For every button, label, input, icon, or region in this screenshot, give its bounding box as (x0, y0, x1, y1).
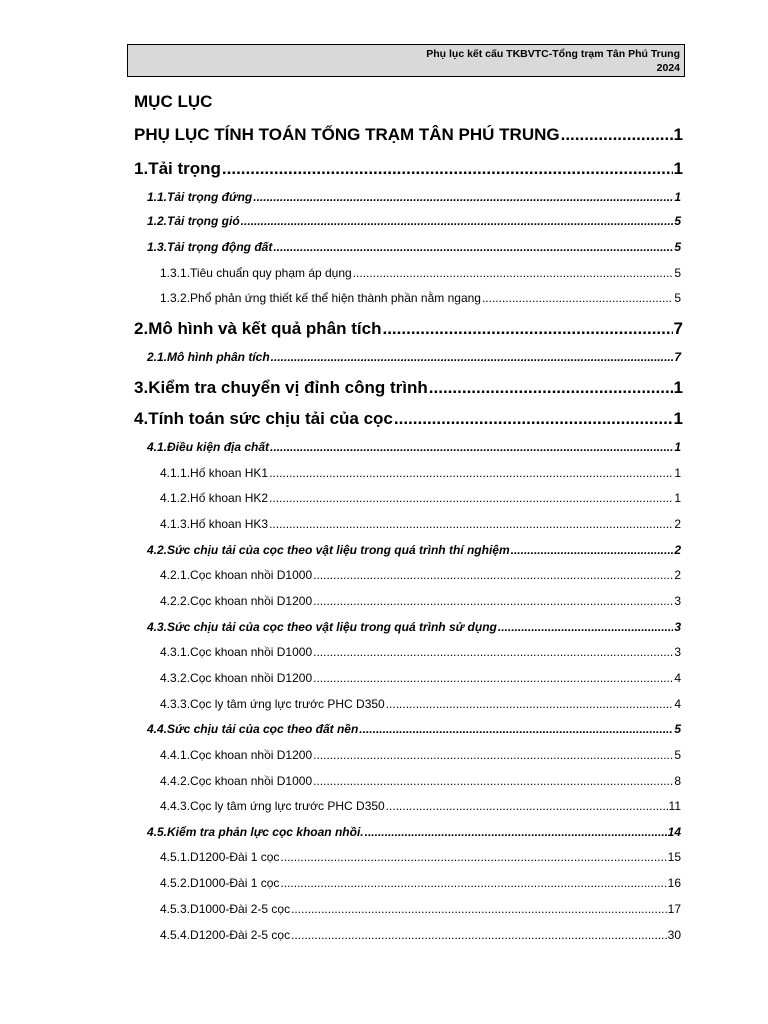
toc-entry-page: 8 (674, 774, 681, 788)
toc-entry[interactable] (147, 620, 681, 634)
toc-entry[interactable] (160, 799, 681, 813)
toc-dot-leader (313, 594, 673, 608)
toc-entry-page: 14 (667, 825, 681, 839)
toc-entry-page: 5 (674, 291, 681, 305)
toc-entry-title: Cọc khoan nhồi D1200 (190, 594, 313, 608)
toc-entry-page: 1 (673, 378, 683, 397)
toc-entry-title: Tính toán sức chịu tải của cọc (148, 409, 393, 428)
toc-entry[interactable] (160, 928, 681, 942)
toc-entry-number: 1.1. (147, 190, 168, 204)
toc-entry-title: Cọc ly tâm ứng lực trước PHC D350 (190, 799, 385, 813)
toc-entry-title: Sức chịu tải của cọc theo vật liệu trong quá trình sử dụng (167, 620, 497, 634)
toc-dot-leader (313, 568, 673, 582)
toc-dot-leader (498, 620, 673, 634)
toc-entry[interactable] (147, 214, 681, 228)
page-header (127, 44, 685, 77)
toc-entry[interactable] (147, 722, 681, 736)
toc-entry-number: 4.3.1. (160, 645, 191, 659)
toc-entry-page: 5 (674, 266, 681, 280)
toc-entry[interactable] (160, 517, 681, 531)
toc-entry-number: 4.3.2. (160, 671, 191, 685)
toc-entry[interactable] (147, 825, 681, 839)
toc-entry[interactable] (134, 319, 683, 339)
toc-entry[interactable] (160, 266, 681, 280)
toc-entry[interactable] (160, 671, 681, 685)
toc-entry[interactable] (160, 645, 681, 659)
toc-dot-leader (291, 928, 667, 942)
toc-entry-title: D1000-Đài 2-5 cọc (190, 902, 291, 916)
toc-entry-title: D1000-Đài 1 cọc (190, 876, 280, 890)
toc-entry[interactable] (147, 440, 681, 454)
toc-entry-page: 5 (674, 214, 681, 228)
toc-entry-number: 1. (134, 159, 149, 178)
toc-entry[interactable] (134, 159, 683, 179)
toc-dot-leader (386, 697, 674, 711)
toc-entry-page: 17 (667, 902, 681, 916)
toc-dot-leader (429, 378, 673, 398)
toc-entry-number: 1.2. (147, 214, 168, 228)
toc-entry-title: Tải trọng (148, 159, 221, 178)
toc-entry-title: Hố khoan HK2 (190, 491, 269, 505)
toc-entry-page: 1 (674, 491, 681, 505)
toc-entry-page: 5 (674, 748, 681, 762)
toc-entry-title: Hố khoan HK1 (190, 466, 269, 480)
toc-entry-page: 11 (668, 799, 681, 813)
toc-entry-title: Hố khoan HK3 (190, 517, 269, 531)
toc-entry[interactable] (147, 240, 681, 254)
toc-entry[interactable] (160, 697, 681, 711)
toc-dot-leader (273, 240, 673, 254)
toc-entry-title: Tải trọng đứng (167, 190, 253, 204)
toc-entry[interactable] (147, 190, 681, 204)
toc-entry[interactable] (160, 491, 681, 505)
toc-entry[interactable] (160, 466, 681, 480)
toc-dot-leader (313, 748, 673, 762)
toc-entry[interactable] (134, 125, 683, 145)
toc-dot-leader (270, 440, 673, 454)
toc-entry-page: 30 (667, 928, 681, 942)
toc-entry-title: Cọc khoan nhồi D1000 (190, 568, 313, 582)
toc-entry-number: 4.3.3. (160, 697, 191, 711)
toc-entry-number: 4.4.1. (160, 748, 191, 762)
toc-entry[interactable] (134, 409, 683, 429)
toc-entry-number: 4.5.2. (160, 876, 191, 890)
toc-dot-leader (313, 671, 673, 685)
toc-entry-page: 1 (673, 409, 683, 428)
toc-dot-leader (353, 266, 674, 280)
toc-entry-title: D1200-Đài 2-5 cọc (190, 928, 291, 942)
toc-entry-page: 7 (674, 350, 681, 364)
toc-dot-leader (313, 645, 673, 659)
toc-dot-leader (222, 159, 673, 179)
toc-dot-leader (382, 319, 672, 339)
toc-entry-number: 4.5.1. (160, 850, 191, 864)
toc-entry-number: 4.1.1. (160, 466, 191, 480)
toc-entry-title: D1200-Đài 1 cọc (190, 850, 280, 864)
toc-entry-number: 4.3. (147, 620, 168, 634)
toc-entry-title: Kiểm tra chuyển vị đỉnh công trình (148, 378, 428, 397)
toc-entry-number: 1.3.1. (160, 266, 191, 280)
toc-dot-leader (269, 517, 673, 531)
toc-dot-leader (269, 491, 673, 505)
toc-entry[interactable] (160, 291, 681, 305)
toc-entry-title: Tiêu chuẩn quy phạm áp dụng (190, 266, 352, 280)
toc-entry-number: 4.5.4. (160, 928, 191, 942)
toc-dot-leader (394, 409, 673, 429)
toc-entry-page: 1 (674, 440, 681, 454)
toc-dot-leader (359, 722, 673, 736)
toc-entry-title: Tải trọng gió (167, 214, 240, 228)
toc-dot-leader (280, 876, 666, 890)
toc-entry-page: 2 (674, 543, 681, 557)
toc-dot-leader (482, 291, 673, 305)
toc-entry-title: Cọc ly tâm ứng lực trước PHC D350 (190, 697, 385, 711)
toc-entry-title: Mô hình phân tích (167, 350, 270, 364)
toc-dot-leader (511, 543, 674, 557)
toc-entry-number: 4.2.2. (160, 594, 191, 608)
toc-entry-page: 5 (674, 240, 681, 254)
toc-entry-title: Cọc khoan nhồi D1000 (190, 645, 313, 659)
toc-entry-page: 2 (674, 568, 681, 582)
toc-dot-leader (241, 214, 674, 228)
toc-entry-number: 2. (134, 319, 149, 338)
toc-dot-leader (253, 190, 673, 204)
toc-entry-title: Sức chịu tải của cọc theo đất nền (167, 722, 359, 736)
toc-dot-leader (313, 774, 673, 788)
toc-entry-page: 15 (667, 850, 681, 864)
toc-entry[interactable] (160, 568, 681, 582)
toc-entry-page: 4 (674, 671, 681, 685)
toc-entry[interactable] (160, 774, 681, 788)
toc-entry[interactable] (160, 850, 681, 864)
toc-dot-leader (269, 466, 673, 480)
toc-entry-title: Tải trọng động đất (167, 240, 273, 254)
toc-entry-number: 4.5. (147, 825, 168, 839)
toc-entry-page: 2 (674, 517, 681, 531)
toc-entry-number: 4.1.2. (160, 491, 191, 505)
toc-entry-page: 1 (674, 466, 681, 480)
toc-entry-page: 16 (667, 876, 681, 890)
toc-entry[interactable] (160, 902, 681, 916)
toc-entry-page: 1 (673, 159, 683, 178)
toc-entry-page: 1 (674, 190, 681, 204)
toc-entry-number: 4.4.3. (160, 799, 191, 813)
toc-entry-number: 3. (134, 378, 149, 397)
toc-entry-page: 7 (673, 319, 683, 338)
toc-entry[interactable] (147, 350, 681, 364)
toc-entry-number: 4.1.3. (160, 517, 191, 531)
toc-entry-title: Sức chịu tải của cọc theo vật liệu trong quá trình thí nghiệm (167, 543, 510, 557)
toc-entry[interactable] (147, 543, 681, 557)
toc-entry-number: 4.4. (147, 722, 168, 736)
toc-entry-page: 5 (674, 722, 681, 736)
toc-entry[interactable] (160, 594, 681, 608)
toc-entry-number: 4.1. (147, 440, 168, 454)
toc-entry[interactable] (134, 378, 683, 398)
toc-dot-leader (365, 825, 667, 839)
toc-entry[interactable] (160, 748, 681, 762)
toc-entry-title: Cọc khoan nhồi D1200 (190, 748, 313, 762)
header-year: 2024 (656, 62, 680, 74)
toc-entry-title: Cọc khoan nhồi D1200 (190, 671, 313, 685)
toc-entry-title: Cọc khoan nhồi D1000 (190, 774, 313, 788)
toc-entry-page: 3 (674, 594, 681, 608)
toc-entry-title: Điều kiện địa chất (167, 440, 270, 454)
toc-entry-title: Phổ phản ứng thiết kế thể hiện thành phần nằm ngang (190, 291, 481, 305)
toc-dot-leader (561, 125, 673, 145)
toc-entry-page: 3 (674, 620, 681, 634)
toc-entry-number: 1.3. (147, 240, 168, 254)
toc-title: MỤC LỤC (134, 92, 213, 111)
toc-entry-number: 4.5.3. (160, 902, 191, 916)
toc-entry-number: 4. (134, 409, 149, 428)
toc-entry-title: Kiểm tra phản lực cọc khoan nhồi. (167, 825, 364, 839)
toc-entry-number: 1.3.2. (160, 291, 191, 305)
toc-entry-page: 1 (673, 125, 683, 144)
toc-entry[interactable] (160, 876, 681, 890)
toc-entry-number: 2.1. (147, 350, 168, 364)
toc-dot-leader (280, 850, 666, 864)
toc-entry-number: 4.2. (147, 543, 168, 557)
toc-entry-title: PHỤ LỤC TÍNH TOÁN TỔNG TRẠM TÂN PHÚ TRUNG (134, 125, 560, 144)
toc-entry-number: 4.2.1. (160, 568, 191, 582)
toc-dot-leader (271, 350, 674, 364)
toc-entry-page: 3 (674, 645, 681, 659)
toc-entry-number: 4.4.2. (160, 774, 191, 788)
toc-dot-leader (291, 902, 667, 916)
toc-entry-page: 4 (674, 697, 681, 711)
header-title: Phụ lục kết cấu TKBVTC-Tổng trạm Tân Phú Trung (426, 48, 680, 60)
toc-entry-title: Mô hình và kết quả phân tích (148, 319, 382, 338)
toc-dot-leader (386, 799, 668, 813)
